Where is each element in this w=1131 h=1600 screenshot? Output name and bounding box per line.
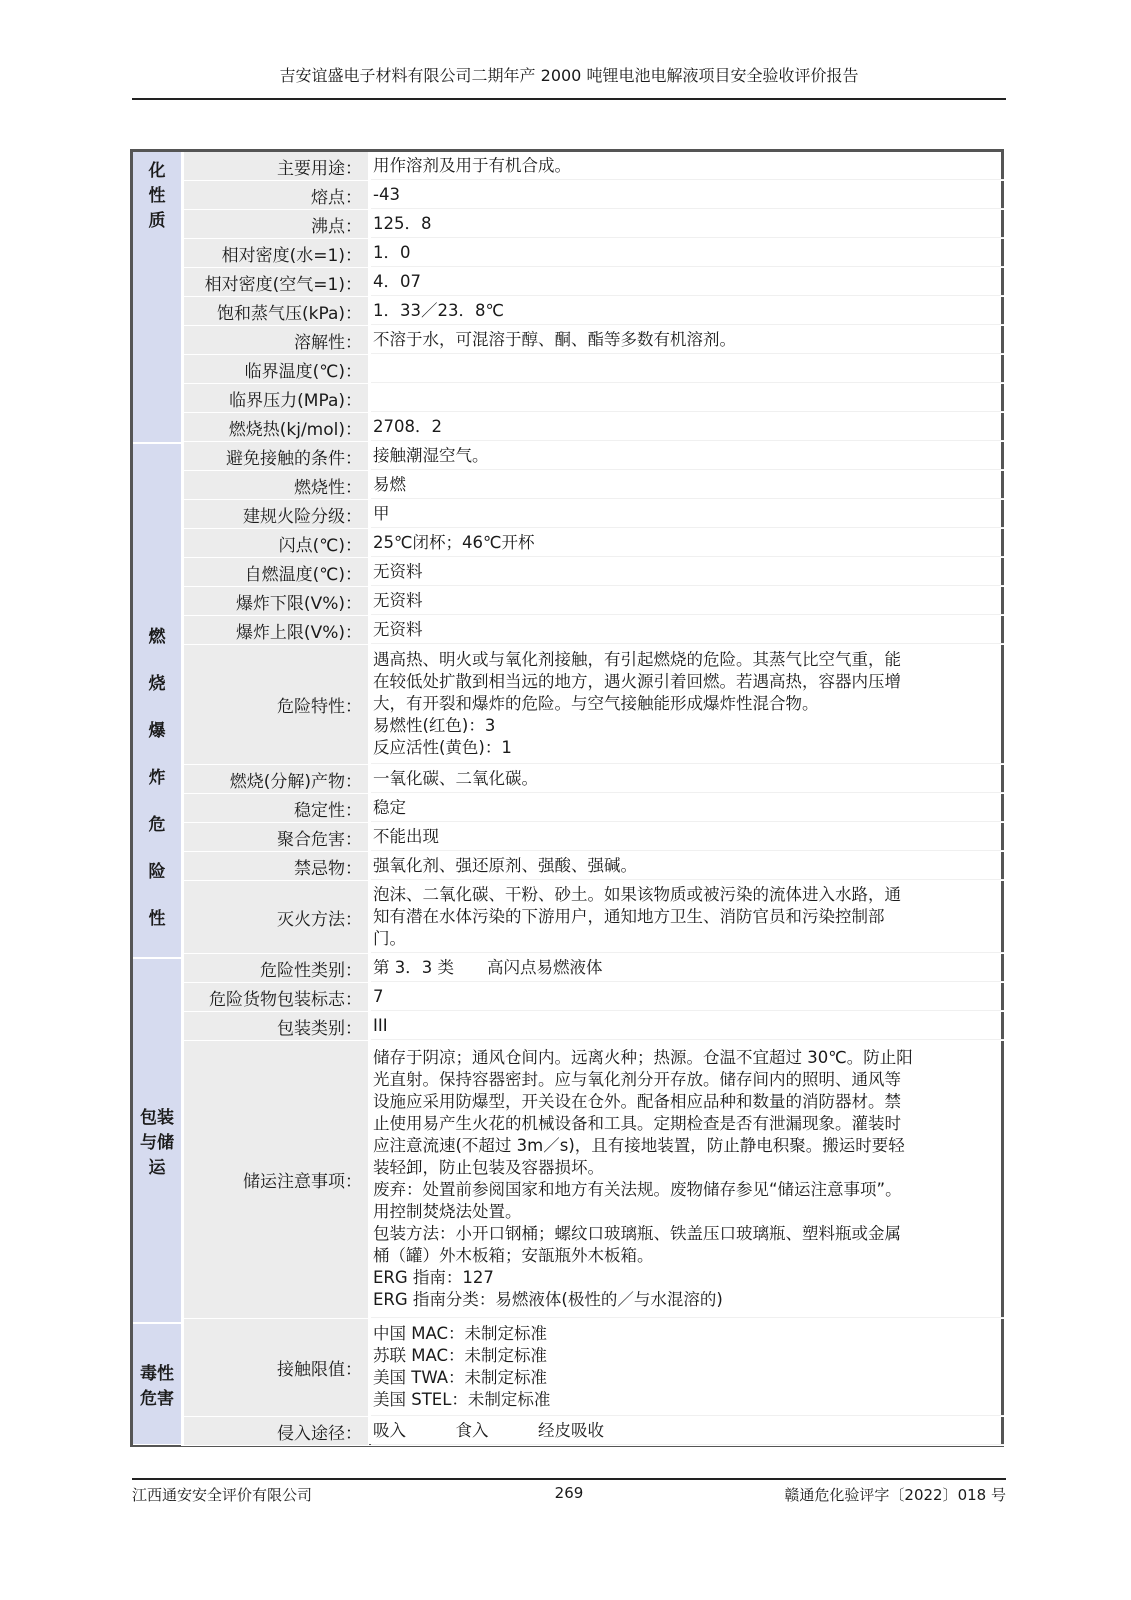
property-label: 建规火险分级：: [181, 500, 369, 528]
value-line: 反应活性(黄色)：1: [373, 738, 512, 757]
table-row: [181, 268, 1004, 297]
table-row: [181, 152, 1004, 181]
property-label: 相对密度(水=1)：: [181, 239, 369, 267]
table-row: [181, 1041, 1004, 1319]
value-line: 无资料: [373, 619, 423, 639]
property-value: [371, 1319, 1004, 1416]
property-label: 稳定性：: [181, 794, 369, 822]
value-line: 无资料: [373, 590, 423, 610]
value-line: 泡沫、二氧化碳、干粉、砂土。如果该物质或被污染的流体进入水路，通: [373, 884, 901, 904]
value-line: 接触潮湿空气。: [373, 445, 489, 465]
value-line: 在较低处扩散到相当远的地方，遇火源引着回燃。若遇高热，容器内压增: [373, 672, 901, 691]
value-line: 125．8: [373, 213, 432, 233]
value-line: 用作溶剂及用于有机合成。: [373, 155, 571, 175]
table-row: [181, 881, 1004, 954]
property-label: 侵入途径：: [181, 1417, 369, 1445]
value-line: 遇高热、明火或与氧化剂接触，有引起燃烧的危险。其蒸气比空气重，能: [373, 650, 901, 669]
section-label: [133, 1324, 181, 1445]
property-label: 临界压力(MPa)：: [181, 384, 369, 412]
property-value: [371, 1041, 1004, 1318]
property-value: [371, 823, 1004, 851]
section-label-char: 性: [148, 909, 166, 929]
value-line: 知有潜在水体污染的下游用户，通知地方卫生、消防官员和污染控制部: [373, 906, 885, 926]
property-value: [371, 794, 1004, 822]
property-value: [371, 881, 1004, 953]
property-label: 包装类别：: [181, 1012, 369, 1040]
value-line: -43: [373, 184, 400, 204]
value-line: 苏联 MAC：未制定标准: [373, 1346, 547, 1365]
property-value: [371, 765, 1004, 793]
value-line: 不能出现: [373, 826, 439, 846]
table-row: [181, 954, 1004, 983]
table-row: [181, 616, 1004, 645]
property-value: [371, 297, 1004, 325]
table-row: [181, 852, 1004, 881]
table-row: [181, 645, 1004, 765]
section-label: [133, 959, 181, 1323]
property-value: [371, 239, 1004, 267]
value-line: 第 3．3 类 高闪点易燃液体: [373, 957, 603, 977]
property-value: [371, 384, 1004, 412]
property-label: 燃烧性：: [181, 471, 369, 499]
section-label-char: 燃: [148, 627, 166, 647]
property-label: 危险性类别：: [181, 954, 369, 982]
value-line: 4．07: [373, 271, 421, 291]
property-value: [371, 852, 1004, 880]
table-row: [181, 765, 1004, 794]
property-label: 禁忌物：: [181, 852, 369, 880]
property-label: 溶解性：: [181, 326, 369, 354]
section-label: [133, 152, 181, 443]
table-row: [181, 384, 1004, 413]
page-header: [132, 62, 1006, 100]
property-value: [371, 587, 1004, 615]
value-line: 设施应采用防爆型，开关设在仓外。配备相应品种和数量的消防器材。禁: [373, 1092, 901, 1111]
section-label-char: 包装: [140, 1108, 174, 1128]
table-row: [181, 794, 1004, 823]
value-line: 25℃闭杯；46℃开杯: [373, 532, 535, 552]
value-line: 易燃: [373, 474, 406, 494]
property-label: 燃烧(分解)产物：: [181, 765, 369, 793]
property-value: [371, 1417, 1004, 1445]
table-row: [181, 529, 1004, 558]
table-row: [181, 983, 1004, 1012]
property-label: 沸点：: [181, 210, 369, 238]
property-value: [371, 442, 1004, 470]
property-value: [371, 616, 1004, 644]
property-value: [371, 529, 1004, 557]
value-line: 美国 STEL：未制定标准: [373, 1390, 551, 1409]
section-label-char: 危害: [140, 1389, 174, 1409]
table-row: [181, 587, 1004, 616]
value-line: 废弃：处置前参阅国家和地方有关法规。废物储存参见“储运注意事项”。: [373, 1180, 902, 1199]
value-line: 大，有开裂和爆炸的危险。与空气接触能形成爆炸性混合物。: [373, 694, 819, 713]
property-label: 饱和蒸气压(kPa)：: [181, 297, 369, 325]
value-line: 1．33／23．8℃: [373, 300, 505, 320]
value-line: 不溶于水，可混溶于醇、酮、酯等多数有机溶剂。: [373, 329, 736, 349]
value-line: 无资料: [373, 561, 423, 581]
property-value: [371, 558, 1004, 586]
property-value: [371, 181, 1004, 209]
document-number: 赣通危化验评字〔2022〕018 号: [784, 1486, 1006, 1504]
property-value: [371, 210, 1004, 238]
report-title: 吉安谊盛电子材料有限公司二期年产 2000 吨锂电池电解液项目安全验收评价报告: [279, 66, 859, 85]
table-row: [181, 239, 1004, 268]
property-label: 临界温度(℃)：: [181, 355, 369, 383]
property-value: [371, 268, 1004, 296]
section-label-char: 爆: [148, 721, 166, 741]
property-label: 聚合危害：: [181, 823, 369, 851]
section-label-char: 化: [148, 161, 166, 181]
property-value: [371, 413, 1004, 441]
value-line: 1．0: [373, 242, 411, 262]
property-label: 爆炸下限(V%)：: [181, 587, 369, 615]
value-line: 应注意流速(不超过 3m／s)，且有接地装置，防止静电积聚。搬运时要轻: [373, 1136, 905, 1155]
table-row: [181, 500, 1004, 529]
value-line: 2708．2: [373, 416, 442, 436]
table-row: [181, 326, 1004, 355]
property-label: 自燃温度(℃)：: [181, 558, 369, 586]
property-label: 接触限值：: [181, 1319, 369, 1416]
property-label: 危险货物包装标志：: [181, 983, 369, 1011]
property-label: 相对密度(空气=1)：: [181, 268, 369, 296]
value-line: 门。: [373, 928, 406, 948]
property-label: 储运注意事项：: [181, 1041, 369, 1318]
page-number: 269: [554, 1484, 584, 1502]
value-line: 易燃性(红色)：3: [373, 716, 496, 735]
value-line: 甲: [373, 503, 390, 523]
section-label-char: 危: [148, 815, 166, 835]
section-label-char: 炸: [148, 768, 166, 788]
table-row: [181, 471, 1004, 500]
section-label-char: 性: [148, 186, 166, 206]
page-footer: [132, 1478, 1006, 1510]
value-line: 吸入 食入 经皮吸收: [373, 1420, 604, 1440]
property-value: [371, 326, 1004, 354]
value-line: 包装方法：小开口钢桶；螺纹口玻璃瓶、铁盖压口玻璃瓶、塑料瓶或金属: [373, 1224, 901, 1243]
table-row: [181, 558, 1004, 587]
msds-table: [130, 149, 1004, 1447]
property-value: [371, 645, 1004, 764]
section-label-char: 毒性: [140, 1364, 174, 1384]
property-label: 危险特性：: [181, 645, 369, 764]
property-label: 燃烧热(kj/mol)：: [181, 413, 369, 441]
value-line: 强氧化剂、强还原剂、强酸、强碱。: [373, 855, 637, 875]
section-label-char: 烧: [148, 674, 166, 694]
value-line: 装轻卸，防止包装及容器损坏。: [373, 1158, 604, 1177]
table-row: [181, 355, 1004, 384]
footer-company: 江西通安安全评价有限公司: [132, 1486, 313, 1504]
property-label: 灭火方法：: [181, 881, 369, 953]
property-value: [371, 471, 1004, 499]
property-label: 闪点(℃)：: [181, 529, 369, 557]
property-label: 避免接触的条件：: [181, 442, 369, 470]
table-row: [181, 297, 1004, 326]
table-row: [181, 1012, 1004, 1041]
value-line: III: [373, 1015, 388, 1035]
property-value: [371, 954, 1004, 982]
value-line: ERG 指南：127: [373, 1268, 494, 1287]
property-value: [371, 983, 1004, 1011]
property-label: 主要用途：: [181, 152, 369, 180]
section-label-char: 险: [148, 862, 166, 882]
property-value: [371, 1012, 1004, 1040]
table-row: [181, 210, 1004, 239]
value-line: 7: [373, 986, 384, 1006]
section-label-char: 与储: [140, 1133, 174, 1153]
property-value: [371, 355, 1004, 383]
table-row: [181, 823, 1004, 852]
table-row: [181, 413, 1004, 442]
property-value: [371, 500, 1004, 528]
table-row: [181, 442, 1004, 471]
value-line: 中国 MAC：未制定标准: [373, 1324, 547, 1343]
table-row: [181, 1319, 1004, 1417]
section-label-char: 运: [148, 1158, 166, 1178]
value-line: 用控制焚烧法处置。: [373, 1202, 522, 1221]
value-line: 储存于阴凉；通风仓间内。远离火种；热源。仓温不宜超过 30℃。防止阳: [373, 1048, 913, 1067]
value-line: 桶（罐）外木板箱；安瓿瓶外木板箱。: [373, 1246, 654, 1265]
section-label-char: 质: [148, 211, 166, 231]
table-row: [181, 1417, 1004, 1446]
property-label: 爆炸上限(V%)：: [181, 616, 369, 644]
value-line: 稳定: [373, 797, 406, 817]
value-line: 止使用易产生火花的机械设备和工具。定期检查是否有泄漏现象。灌装时: [373, 1114, 901, 1133]
property-label: 熔点：: [181, 181, 369, 209]
value-line: 光直射。保持容器密封。应与氧化剂分开存放。储存间内的照明、通风等: [373, 1070, 901, 1089]
property-value: [371, 152, 1004, 180]
table-row: [181, 181, 1004, 210]
section-label: [133, 444, 181, 958]
value-line: ERG 指南分类：易燃液体(极性的／与水混溶的): [373, 1290, 723, 1309]
value-line: 一氧化碳、二氧化碳。: [373, 768, 538, 788]
value-line: 美国 TWA：未制定标准: [373, 1368, 548, 1387]
